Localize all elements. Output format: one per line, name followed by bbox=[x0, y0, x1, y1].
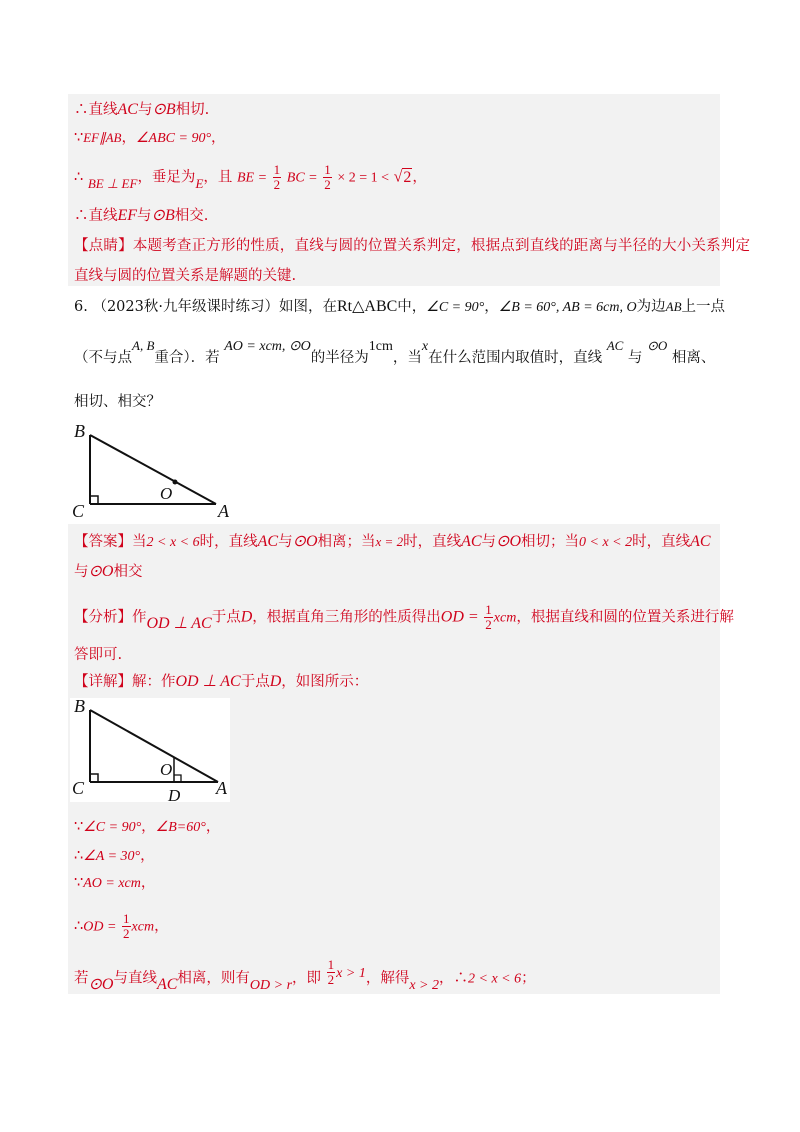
label-c: C bbox=[72, 501, 85, 520]
figure-background bbox=[70, 698, 230, 802]
answer-line-2: 与⊙O相交 bbox=[74, 563, 143, 580]
step-line-1: ∵∠C = 90°，∠B=60°， bbox=[74, 819, 221, 835]
triangle-figure-2 bbox=[70, 698, 230, 802]
label-c: C bbox=[72, 778, 85, 798]
answer-tag: 【答案】 bbox=[74, 534, 132, 550]
comment-line-1: 【点睛】本题考查正方形的性质，直线与圆的位置关系判定，根据点到直线的距离与半径的大小关系判定 bbox=[74, 238, 751, 254]
comment-tag: 【点睛】 bbox=[74, 238, 133, 254]
analysis-line-1: 【分析】作OD ⊥ AC于点D，根据直角三角形的性质得出OD = $\frac{1}{2}$ xcm，根据直线和圆的位置关系进行解 bbox=[74, 602, 734, 632]
point-o bbox=[173, 480, 178, 485]
right-angle-mark bbox=[90, 496, 98, 504]
conclusion-line-4: ∴直线EF与⊙B相交. bbox=[74, 207, 209, 224]
detail-line-1: 【详解】解：作OD ⊥ AC于点D，如图所示： bbox=[74, 673, 369, 690]
problem-number: 6. bbox=[74, 299, 88, 315]
fraction: $\frac{1}{2}$ bbox=[324, 162, 331, 192]
conclusion-line-3: ∴ BE ⊥ EF，垂足为E，且 BE = $\frac{1}{2}$ BC = $\frac{1}{2}$ × 2 = 1 < √2， bbox=[74, 162, 427, 192]
fraction: $\frac{1}{2}$ bbox=[273, 162, 281, 192]
label-b: B bbox=[74, 698, 85, 716]
side-ab bbox=[90, 435, 216, 504]
analysis-line-2: 答即可. bbox=[74, 647, 123, 663]
triangle-figure-1 bbox=[70, 420, 240, 520]
label-a: A bbox=[218, 501, 229, 520]
comment-line-2: 直线与圆的位置关系是解题的关键. bbox=[74, 268, 297, 284]
step-line-3: ∵AO = xcm， bbox=[74, 875, 156, 891]
detail-tag: 【详解】 bbox=[74, 674, 132, 690]
problem-line-3: 相切、相交？ bbox=[74, 394, 161, 410]
problem-line-1: 6. （2023秋·九年级课时练习）如图，在Rt△ABC中，∠C = 90°，∠B = 60°, AB = 6cm, O为边AB上一点 bbox=[74, 298, 726, 315]
step-line-5: 若⊙O与直线AC相离，则有OD > r，即 $\frac{1}{2}$ x > 1，解得x > 2，∴2 < x < 6； bbox=[74, 957, 536, 993]
fraction: $\frac{1}{2}$ bbox=[485, 602, 492, 632]
analysis-tag: 【分析】 bbox=[74, 609, 132, 626]
label-o: O bbox=[160, 484, 173, 503]
problem-line-2: （不与点A, B重合）．若 AO = xcm, ⊙O的半径为1cm，当x在什么范围内取值时，直线 AC 与 ⊙O 相离、 bbox=[74, 338, 716, 366]
sqrt-symbol: √2 bbox=[393, 168, 412, 186]
fraction: $\frac{1}{2}$ bbox=[327, 957, 335, 987]
step-line-4: ∴OD = $\frac{1}{2}$ xcm， bbox=[74, 911, 169, 941]
fraction: $\frac{1}{2}$ bbox=[123, 911, 130, 941]
label-o: O bbox=[160, 760, 173, 779]
label-d: D bbox=[168, 786, 181, 802]
conclusion-line-1: ∴直线AC与⊙B相切. bbox=[74, 101, 210, 118]
step-line-2: ∴∠A = 30°， bbox=[74, 848, 155, 864]
label-b: B bbox=[74, 421, 85, 441]
reason-line-2: ∵EF∥AB，∠ABC = 90°， bbox=[74, 130, 226, 146]
problem-source: （2023秋·九年级课时练习） bbox=[92, 299, 279, 315]
label-a: A bbox=[216, 778, 227, 798]
answer-line-1: 【答案】当2 < x < 6时，直线AC与⊙O相离；当x = 2时，直线AC与⊙O相切；当0 < x < 2时，直线AC bbox=[74, 533, 711, 550]
